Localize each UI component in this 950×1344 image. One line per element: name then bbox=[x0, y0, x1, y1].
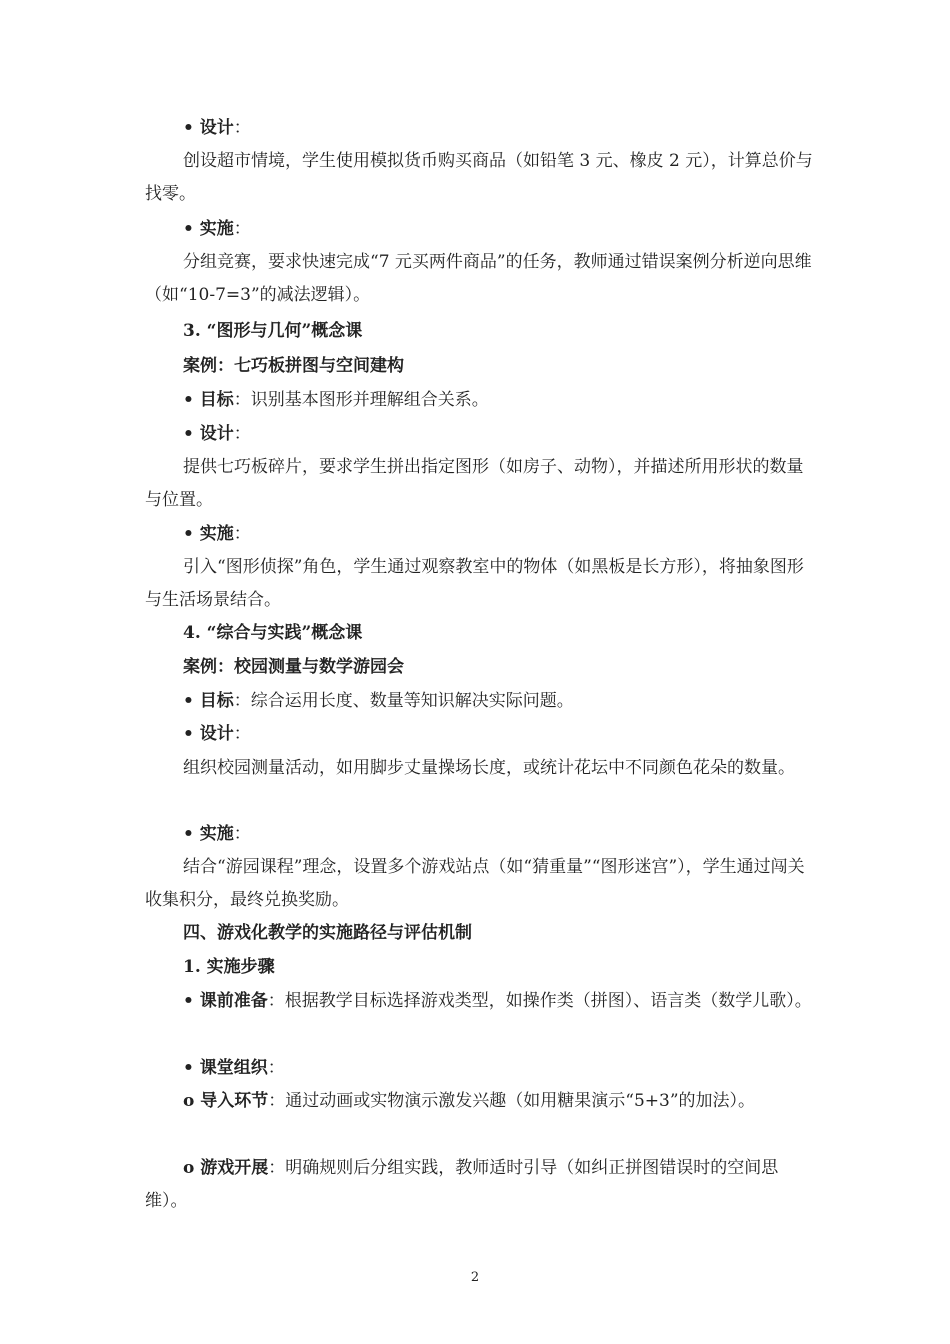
paragraph-implementation-detective: 引入“图形侦探”角色，学生通过观察教室中的物体（如黑板是长方形），将抽象图形与生活场景结合。 bbox=[145, 557, 804, 610]
paragraph-implementation-fair: 结合“游园课程”理念，设置多个游戏站点（如“猜重量”“图形迷宫”），学生通过闯关收集积分，最终兑换奖励。 bbox=[145, 857, 805, 910]
paragraph-design-measure: 组织校园测量活动，如用脚步丈量操场长度，或统计花坛中不同颜色花朵的数量。 bbox=[183, 758, 795, 778]
section-heading-steps: 1. 实施步骤 bbox=[183, 957, 275, 977]
page-number: 2 bbox=[470, 1270, 480, 1285]
bullet-design: • 设计： bbox=[183, 118, 251, 138]
sub-bullet-game: o 游戏开展：明确规则后分组实践，教师适时引导（如纠正拼图错误时的空间思维）。 bbox=[145, 1158, 779, 1211]
bullet-implementation-geometry: • 实施： bbox=[183, 524, 251, 544]
bullet-implementation-practice: • 实施： bbox=[183, 824, 251, 844]
chapter-heading-four: 四、游戏化教学的实施路径与评估机制 bbox=[183, 923, 472, 943]
bullet-goal-practice: • 目标：综合运用长度、数量等知识解决实际问题。 bbox=[183, 691, 574, 711]
bullet-preparation: • 课前准备：根据教学目标选择游戏类型，如操作类（拼图）、语言类（数学儿歌）。 bbox=[183, 991, 812, 1011]
bullet-design-practice: • 设计： bbox=[183, 724, 251, 744]
paragraph-implementation-contest: 分组竞赛，要求快速完成“7 元买两件商品”的任务，教师通过错误案例分析逆向思维（如“10-7=3”的减法逻辑）。 bbox=[145, 252, 812, 305]
bullet-implementation: • 实施： bbox=[183, 219, 251, 239]
bullet-classroom: • 课堂组织： bbox=[183, 1058, 285, 1078]
sub-bullet-intro: o 导入环节：通过动画或实物演示激发兴趣（如用糖果演示“5+3”的加法）。 bbox=[183, 1091, 756, 1111]
section-heading-geometry: 3. “图形与几何”概念课 bbox=[183, 321, 363, 341]
paragraph-design-tangram: 提供七巧板碎片，要求学生拼出指定图形（如房子、动物），并描述所用形状的数量与位置。 bbox=[145, 457, 804, 510]
case-heading-campus: 案例：校园测量与数学游园会 bbox=[183, 657, 404, 677]
bullet-design-geometry: • 设计： bbox=[183, 424, 251, 444]
section-heading-practice: 4. “综合与实践”概念课 bbox=[183, 623, 363, 643]
bullet-goal-geometry: • 目标：识别基本图形并理解组合关系。 bbox=[183, 390, 489, 410]
case-heading-tangram: 案例：七巧板拼图与空间建构 bbox=[183, 356, 404, 376]
paragraph-design-supermarket: 创设超市情境，学生使用模拟货币购买商品（如铅笔 3 元、橡皮 2 元），计算总价与找零。 bbox=[145, 151, 813, 204]
